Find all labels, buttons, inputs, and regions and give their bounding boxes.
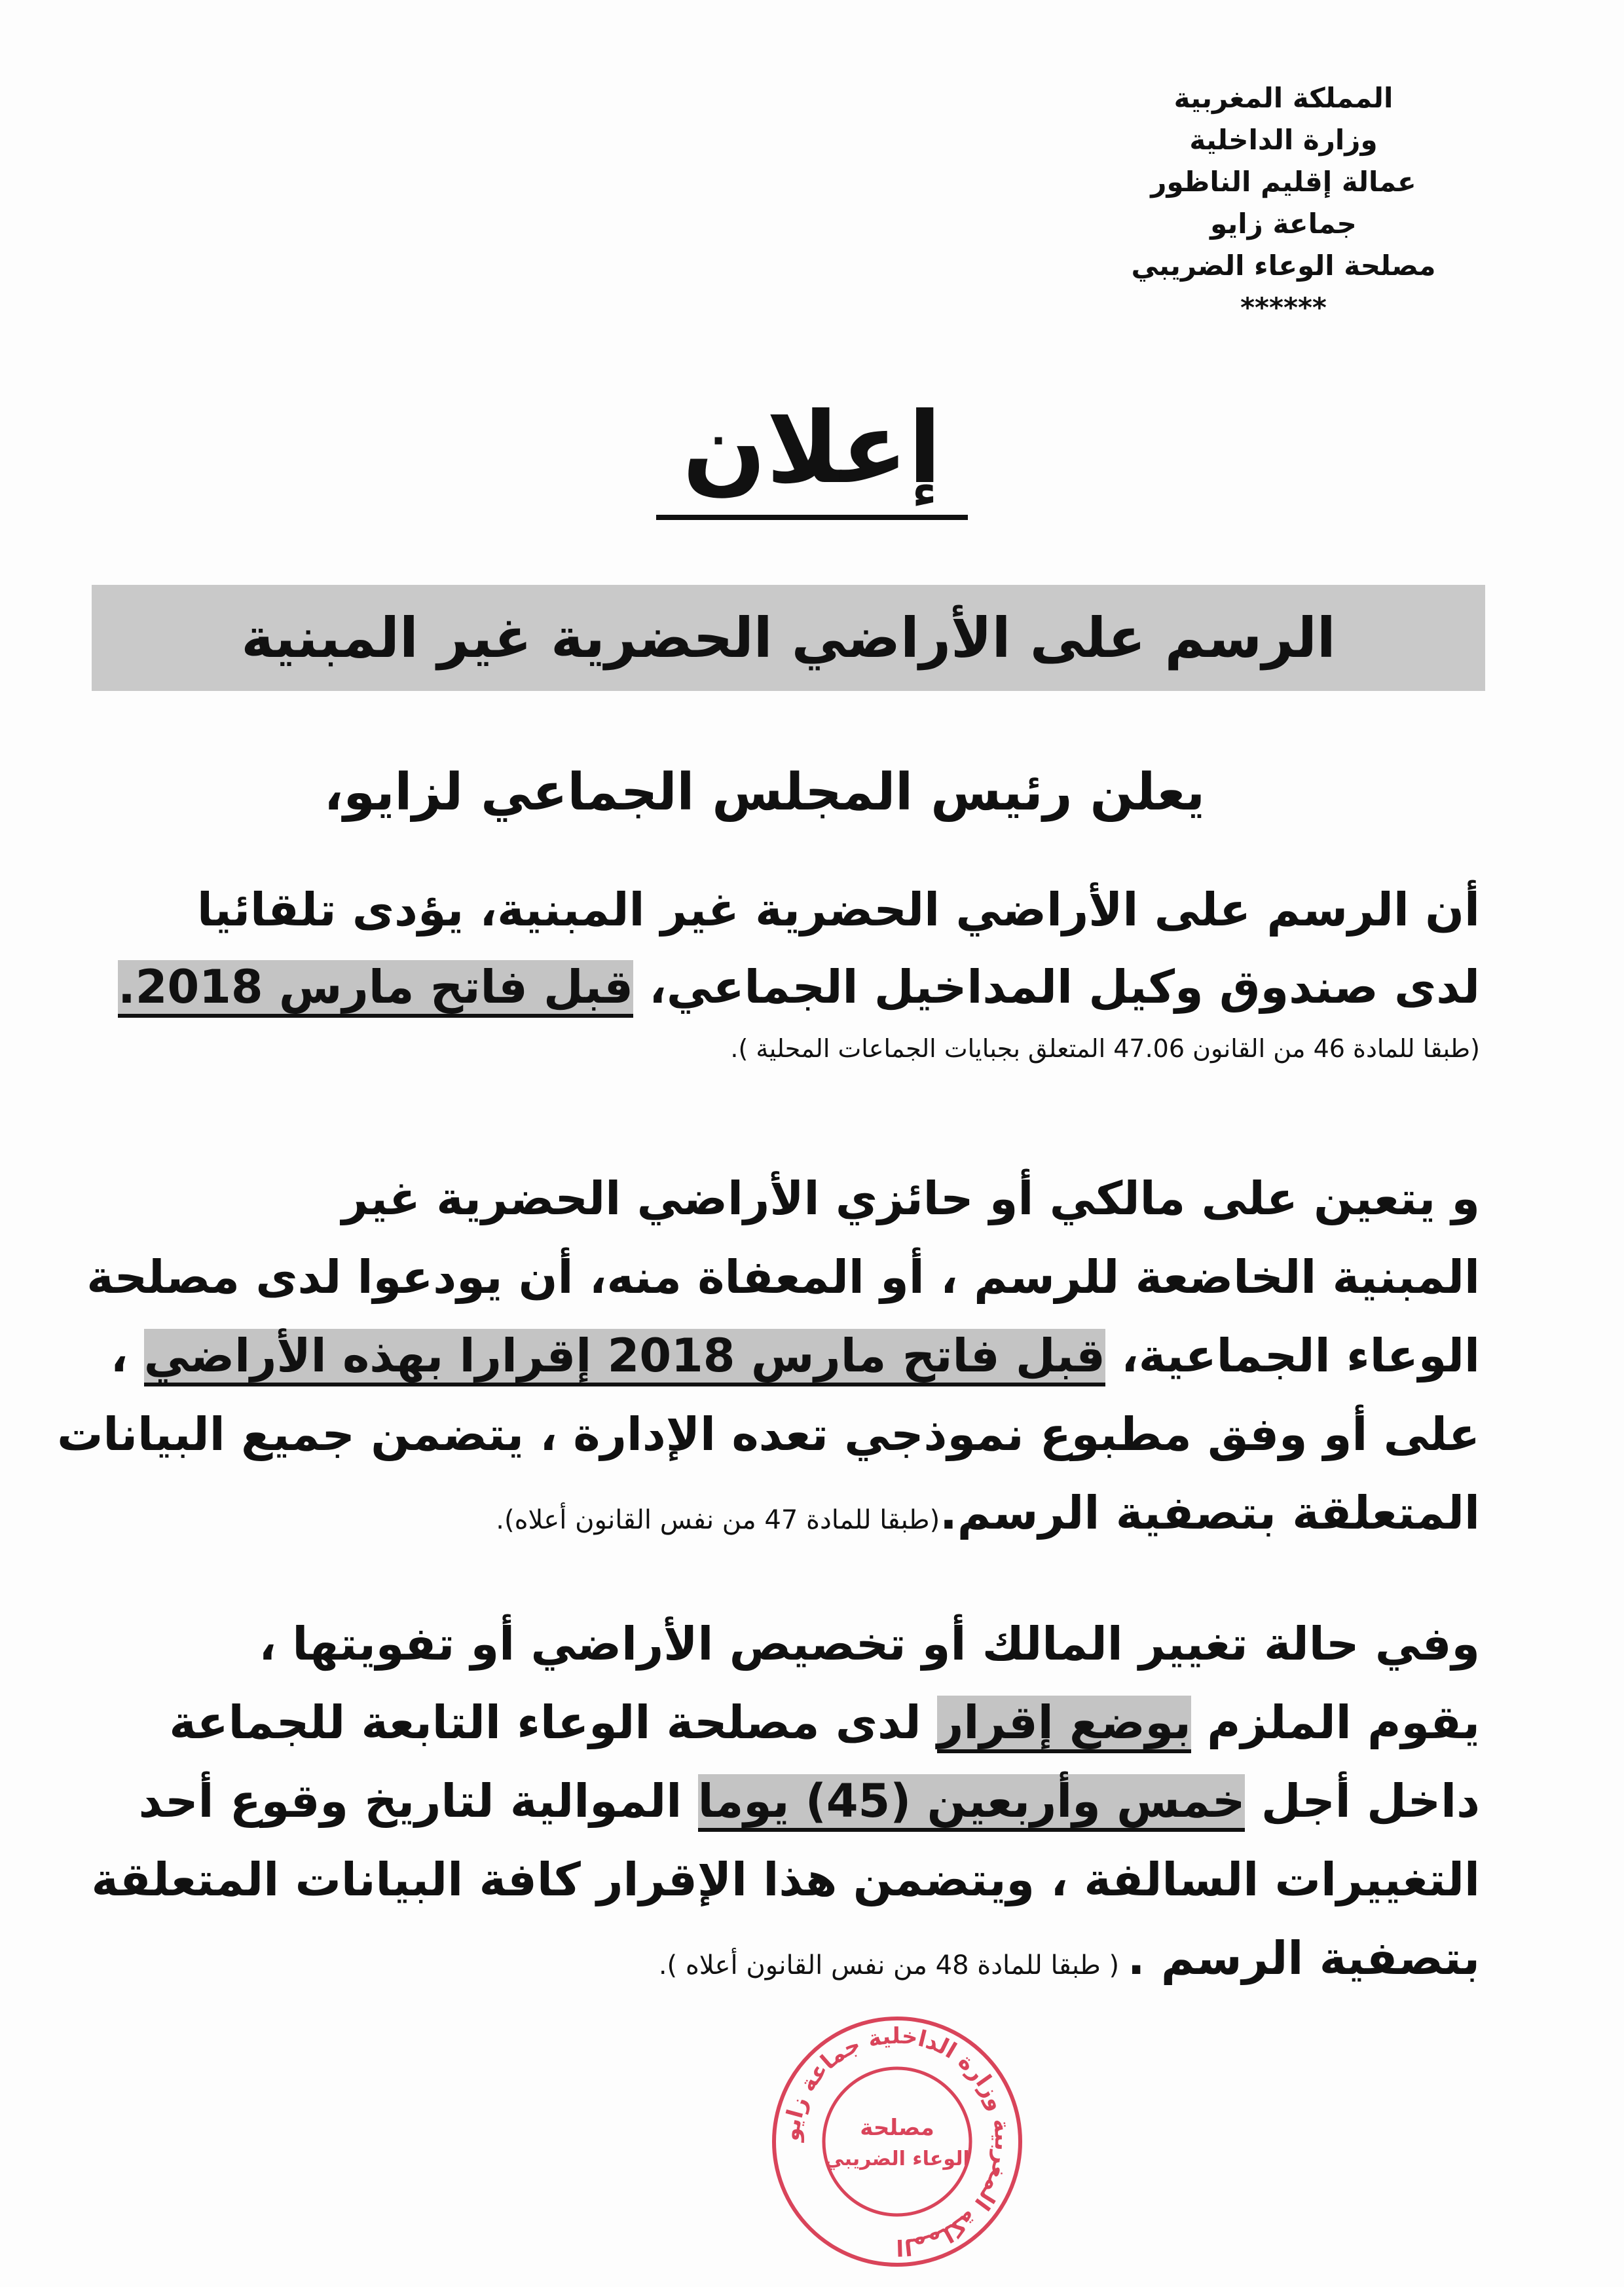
stamp-center-line-1: مصلحة [860, 2115, 934, 2141]
announcement-line: يعلن رئيس المجلس الجماعي لزايو، [323, 763, 1205, 822]
paragraph-2-line-3-suffix: ، [110, 1329, 144, 1383]
paragraph-2-line-3 [92, 1316, 1480, 1395]
legal-reference-1: (طبقا للمادة 46 من القانون 47.06 المتعلق بجبايات الجماعات المحلية ). [730, 1034, 1480, 1063]
paragraph-3-line-2 [92, 1683, 1480, 1762]
stamp-outer-ring [774, 2018, 1020, 2265]
deadline-highlight-2: قبل فاتح مارس 2018 إقرارا بهذه الأراضي [144, 1329, 1105, 1386]
declaration-highlight: بوضع إقرار [937, 1696, 1191, 1753]
paragraph-1-line-2-text: لدى صندوق وكيل المداخيل الجماعي، [633, 960, 1480, 1014]
letterhead-line-kingdom: المملكة المغربية [1173, 82, 1393, 114]
paragraph-3-line-1: وفي حالة تغيير المالك أو تخصيص الأراضي أو تفويتها ، [259, 1617, 1480, 1671]
paragraph-3-line-3-suffix: الموالية لتاريخ وقوع أحد [138, 1774, 698, 1828]
subject-banner [92, 585, 1485, 691]
stamp-inner-ring [824, 2068, 970, 2215]
legal-reference-3: ( طبقا للمادة 48 من نفس القانون أعلاه ). [658, 1950, 1128, 1980]
days-highlight: خمس وأربعين (45) يوما [698, 1774, 1246, 1832]
paragraph-1-line-2 [92, 948, 1480, 1026]
paragraph-3-line-3-text: داخل أجل [1245, 1774, 1480, 1828]
stamp-center-line-2: الوعاء الضريبي [824, 2148, 970, 2170]
letterhead-line-service: مصلحة الوعاء الضريبي [1131, 250, 1436, 282]
paragraph-1-line-1: أن الرسم على الأراضي الحضرية غير المبنية، يؤدى تلقائيا [196, 883, 1480, 937]
paragraph-2-line-5-text: المتعلقة بتصفية الرسم. [940, 1486, 1480, 1540]
letterhead-line-prefecture: عمالة إقليم الناظور [1151, 166, 1416, 198]
deadline-highlight-1: قبل فاتح مارس 2018. [118, 960, 633, 1018]
paragraph-2-line-4: على أو وفق مطبوع نموذجي تعده الإدارة ، يتضمن جميع البيانات [57, 1407, 1480, 1461]
paragraph-2-line-3-text: الوعاء الجماعية، [1105, 1329, 1480, 1383]
letterhead [1080, 77, 1486, 329]
letterhead-separator: ****** [1240, 291, 1327, 324]
paragraph-2 [57, 1159, 1480, 1559]
paragraph-2-line-5 [92, 1474, 1480, 1559]
paragraph-1 [92, 871, 1480, 1071]
paragraph-3-line-5-text: بتصفية الرسم . [1127, 1931, 1480, 1985]
paragraph-3-line-2-suffix: لدى مصلحة الوعاء التابعة للجماعة [169, 1696, 938, 1749]
paragraph-2-line-1: و يتعين على مالكي أو حائزي الأراضي الحضرية غير [341, 1172, 1480, 1225]
letterhead-line-commune: جماعة زايو [1210, 208, 1357, 240]
paragraph-3-line-4: التغييرات السالفة ، ويتضمن هذا الإقرار كافة البيانات المتعلقة [91, 1853, 1480, 1906]
stamp-ring-text [779, 2023, 1016, 2260]
title-text: إعلان [656, 386, 968, 520]
legal-reference-2: (طبقا للمادة 47 من نفس القانون أعلاه). [496, 1505, 940, 1535]
letterhead-line-ministry: وزارة الداخلية [1189, 124, 1378, 156]
paragraph-3 [92, 1605, 1480, 2005]
paragraph-2-line-2: المبنية الخاضعة للرسم ، أو المعفاة منه، أن يودعوا لدى مصلحة [86, 1250, 1480, 1304]
paragraph-3-line-5 [92, 1919, 1480, 2005]
page-title [0, 386, 1624, 520]
stamp-ring-textpath: المملكة المغربية وزارة الداخلية جماعة زايو [778, 2022, 1016, 2261]
official-stamp-icon [766, 2011, 1028, 2273]
banner-text: الرسم على الأراضي الحضرية غير المبنية [241, 606, 1336, 670]
paragraph-3-line-3 [92, 1762, 1480, 1840]
paragraph-3-line-2-text: يقوم الملزم [1190, 1696, 1480, 1749]
